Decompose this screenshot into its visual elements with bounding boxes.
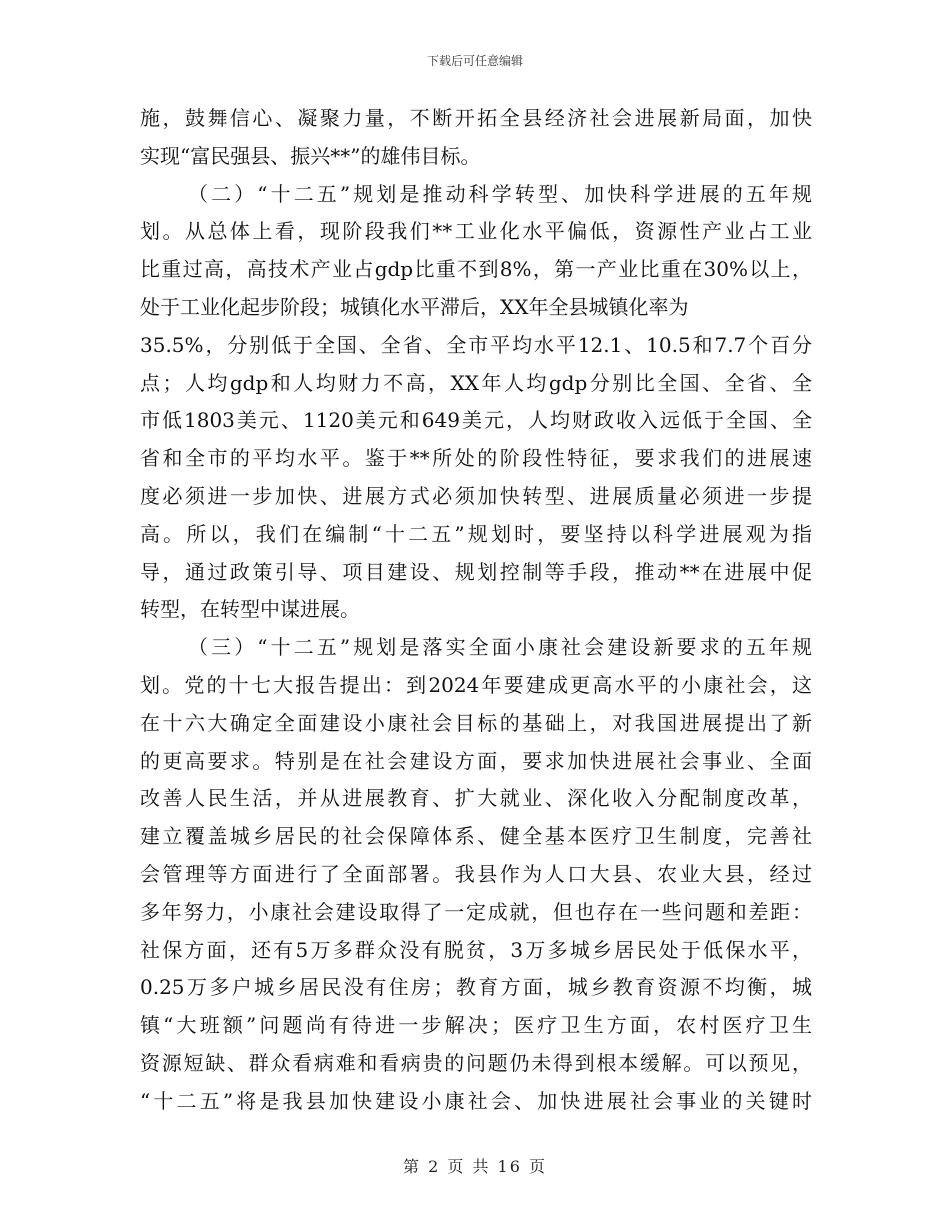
text-line: 建立覆盖城乡居民的社会保障体系、健全基本医疗卫生制度，完善社 [140, 824, 812, 849]
text-line: “十二五”将是我县加快建设小康社会、加快进展社会事业的关键时 [140, 1088, 812, 1113]
text-line: 比重过高，高技术产业占gdp比重不到8%，第一产业比重在30%以上， [140, 257, 812, 282]
text-line: 镇“大班额”问题尚有待进一步解决；医疗卫生方面，农村医疗卫生 [140, 1013, 812, 1038]
document-body [140, 100, 812, 1121]
text-line: 资源短缺、群众看病难和看病贵的问题仍未得到根本缓解。可以预见， [140, 1050, 812, 1075]
text-line: 社保方面，还有5万多群众没有脱贫，3万多城乡居民处于低保水平， [140, 937, 812, 962]
text-line: 会管理等方面进行了全面部署。我县作为人口大县、农业大县，经过 [140, 861, 812, 886]
text-line: 处于工业化起步阶段；城镇化水平滞后，XX年全县城镇化率为 [140, 294, 689, 319]
paragraph-start-line: （三）“十二五”规划是落实全面小康社会建设新要求的五年规 [188, 635, 812, 660]
text-line: 高。所以，我们在编制“十二五”规划时，要坚持以科学进展观为指 [140, 521, 812, 546]
text-line: 划。从总体上看，现阶段我们**工业化水平偏低，资源性产业占工业 [140, 219, 812, 244]
text-line: 35.5%，分别低于全国、全省、全市平均水平12.1、10.5和7.7个百分 [140, 332, 812, 357]
text-line: 省和全市的平均水平。鉴于**所处的阶段性特征，要求我们的进展速 [140, 446, 812, 471]
text-line: 划。党的十七大报告提出：到2024年要建成更高水平的小康社会，这 [140, 672, 812, 697]
text-line: 转型，在转型中谋进展。 [140, 597, 360, 622]
text-line: 多年努力，小康社会建设取得了一定成就，但也存在一些问题和差距： [140, 899, 812, 924]
text-line: 0.25万多户城乡居民没有住房；教育方面，城乡教育资源不均衡，城 [140, 975, 812, 1000]
text-line: 实现“富民强县、振兴**”的雄伟目标。 [140, 143, 481, 168]
text-line: 导，通过政策引导、项目建设、规划控制等手段，推动**在进展中促 [140, 559, 812, 584]
page-number-footer: 第 2 页 共 16 页 [403, 1157, 547, 1176]
text-line: 市低1803美元、1120美元和649美元，人均财政收入远低于全国、全 [140, 408, 812, 433]
text-line: 在十六大确定全面建设小康社会目标的基础上，对我国进展提出了新 [140, 710, 812, 735]
page-header: 下载后可任意编辑 [426, 54, 523, 68]
text-line: 度必须进一步加快、进展方式必须加快转型、进展质量必须进一步提 [140, 483, 812, 508]
paragraph-start-line: （二）“十二五”规划是推动科学转型、加快科学进展的五年规 [188, 181, 812, 206]
text-line: 改善人民生活，并从进展教育、扩大就业、深化收入分配制度改革， [140, 786, 812, 811]
text-line: 的更高要求。特别是在社会建设方面，要求加快进展社会事业、全面 [140, 748, 812, 773]
text-line: 施，鼓舞信心、凝聚力量，不断开拓全县经济社会进展新局面，加快 [140, 106, 812, 130]
text-line: 点；人均gdp和人均财力不高，XX年人均gdp分别比全国、全省、全 [140, 370, 812, 395]
